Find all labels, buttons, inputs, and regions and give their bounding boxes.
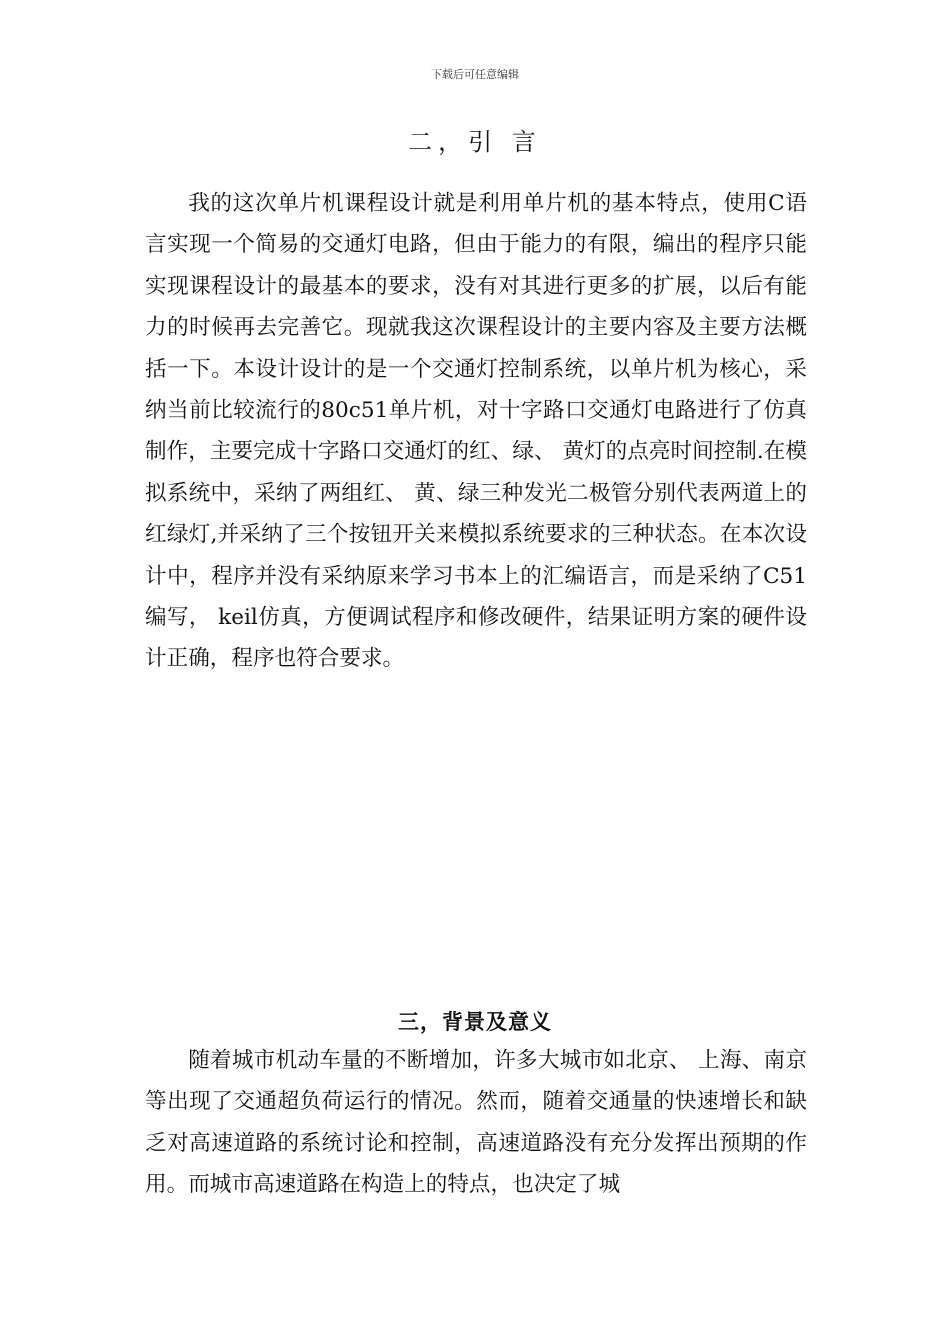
introduction-paragraph: 我的这次单片机课程设计就是利用单片机的基本特点，使用C语言实现一个简易的交通灯电路，但由于能力的有限，编出的程序只能实现课程设计的最基本的要求，没有对其进行更多的扩展，以后有能力的时候再去完善它。现就我这次课程设计的主要内容及主要方法概括一下。本设计设计的是一个交通灯控制系统，以单片机为核心，采纳当前比较流行的80c51单片机，对十字路口交通灯电路进行了仿真制作，主要完成十字路口交通灯的红、绿、 黄灯的点亮时间控制.在模拟系统中，采纳了两组红、 黄、绿三种发光二极管分别代表两道上的红绿灯,并采纳了三个按钮开关来模拟系统要求的三种状态。在本次设计中，程序并没有采纳原来学习书本上的汇编语言，而是采纳了C51编写， keil仿真，方便调试程序和修改硬件，结果证明方案的硬件设计正确，程序也符合要求。 — [145, 191, 807, 672]
header-note: 下载后可任意编辑 — [431, 68, 519, 81]
background-paragraph: 随着城市机动车量的不断增加，许多大城市如北京、 上海、南京等出现了交通超负荷运行的情况。然而，随着交通量的快速增长和缺乏对高速道路的系统讨论和控制，高速道路没有充分发挥出预期的作用。而城市高速道路在构造上的特点，也决定了城 — [145, 1048, 807, 1198]
section-title-background: 三，背景及意义 — [398, 1010, 552, 1034]
section-title-introduction: 二，引 言 — [408, 128, 542, 156]
